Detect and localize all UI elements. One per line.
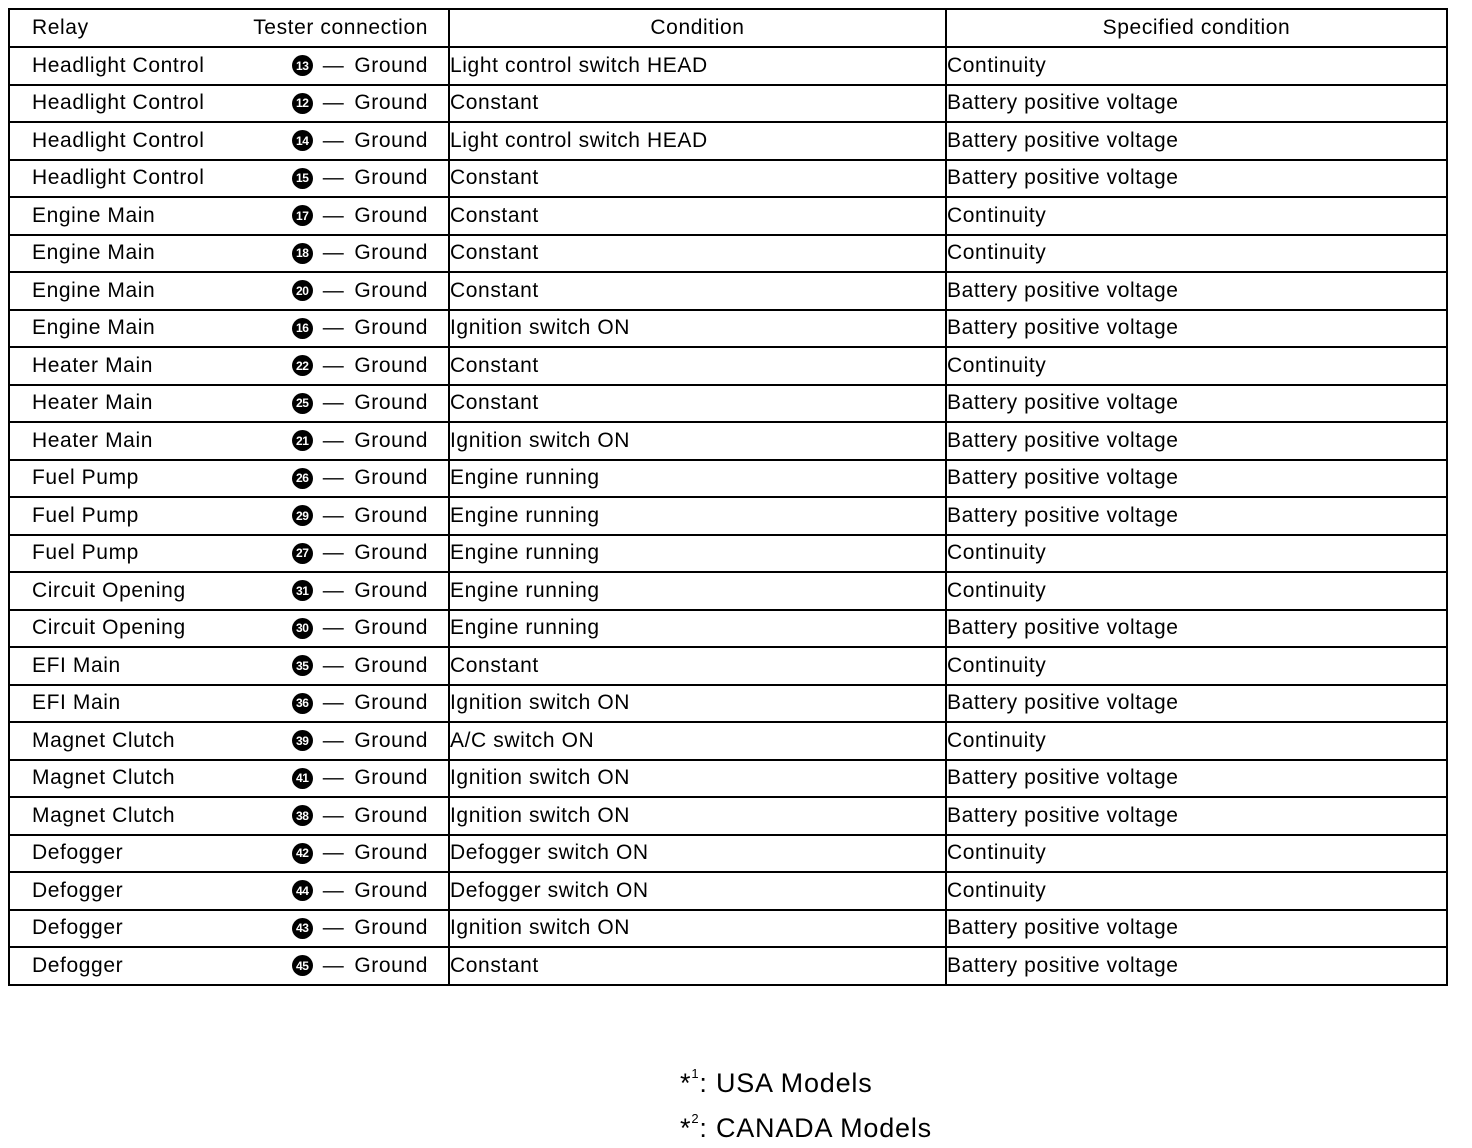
dash-separator: — (322, 616, 345, 640)
footnote-text: : CANADA Models (699, 1113, 932, 1143)
terminal-number-badge: 31 (292, 580, 313, 601)
terminal-number-badge: 22 (292, 355, 313, 376)
terminal-number-badge: 43 (292, 918, 313, 939)
table-row (9, 572, 1447, 610)
terminal-number-badge: 38 (292, 805, 313, 826)
relay-tester-cell (9, 610, 449, 648)
tester-connection (292, 316, 428, 340)
condition-cell: Constant (449, 160, 946, 198)
table-row (9, 310, 1447, 348)
dash-separator: — (322, 278, 345, 302)
table-row (9, 385, 1447, 423)
terminal-number-badge: 35 (292, 655, 313, 676)
tester-connection (292, 766, 428, 790)
dash-separator: — (322, 353, 345, 377)
condition-cell: Constant (449, 647, 946, 685)
relay-tester-cell (9, 235, 449, 273)
relay-tester-cell (9, 347, 449, 385)
tester-connection (292, 579, 428, 603)
relay-tester-cell (9, 910, 449, 948)
dash-separator: — (322, 916, 345, 940)
ground-label: Ground (354, 53, 428, 77)
relay-name: EFI Main (32, 653, 121, 677)
dash-separator: — (322, 428, 345, 452)
relay-name: Fuel Pump (32, 503, 139, 527)
header-relay: Relay (32, 16, 89, 39)
tester-connection (292, 616, 428, 640)
relay-name: Circuit Opening (32, 578, 186, 602)
dash-separator: — (322, 578, 345, 602)
tester-connection (292, 541, 428, 565)
ground-label: Ground (354, 541, 428, 565)
condition-cell: Defogger switch ON (449, 872, 946, 910)
specified-condition-cell: Continuity (946, 647, 1447, 685)
table-row (9, 460, 1447, 498)
footnote-canada (680, 1103, 932, 1148)
ground-label: Ground (354, 353, 428, 377)
relay-tester-cell (9, 835, 449, 873)
terminal-number-badge: 14 (292, 130, 313, 151)
specified-condition-cell: Continuity (946, 722, 1447, 760)
relay-name: EFI Main (32, 691, 121, 715)
ground-label: Ground (354, 878, 428, 902)
dash-separator: — (322, 841, 345, 865)
terminal-number-badge: 25 (292, 393, 313, 414)
terminal-number-badge: 13 (292, 55, 313, 76)
condition-cell: Light control switch HEAD (449, 47, 946, 85)
footnote-mark: * (680, 1113, 692, 1143)
relay-name: Defogger (32, 953, 124, 977)
tester-connection (292, 954, 428, 978)
specified-condition-cell: Battery positive voltage (946, 160, 1447, 198)
relay-inspection-table (8, 8, 1448, 986)
dash-separator: — (322, 166, 345, 190)
terminal-number-badge: 21 (292, 430, 313, 451)
table-row (9, 535, 1447, 573)
tester-connection (292, 129, 428, 153)
specified-condition-cell: Battery positive voltage (946, 385, 1447, 423)
terminal-number-badge: 42 (292, 843, 313, 864)
dash-separator: — (322, 128, 345, 152)
ground-label: Ground (354, 616, 428, 640)
ground-label: Ground (354, 916, 428, 940)
terminal-number-badge: 18 (292, 243, 313, 264)
footnote-text: : USA Models (699, 1068, 873, 1098)
relay-tester-cell (9, 460, 449, 498)
table-body (9, 47, 1447, 985)
ground-label: Ground (354, 316, 428, 340)
relay-tester-cell (9, 385, 449, 423)
relay-name: Fuel Pump (32, 541, 139, 565)
ground-label: Ground (354, 391, 428, 415)
relay-tester-cell (9, 422, 449, 460)
condition-cell: A/C switch ON (449, 722, 946, 760)
footnote-number: 1 (691, 1066, 700, 1081)
dash-separator: — (322, 541, 345, 565)
terminal-number-badge: 12 (292, 93, 313, 114)
terminal-number-badge: 20 (292, 280, 313, 301)
specified-condition-cell: Battery positive voltage (946, 797, 1447, 835)
specified-condition-cell: Continuity (946, 47, 1447, 85)
table-row (9, 872, 1447, 910)
relay-tester-cell (9, 122, 449, 160)
table-row (9, 497, 1447, 535)
relay-name: Headlight Control (32, 166, 205, 190)
condition-cell: Engine running (449, 460, 946, 498)
relay-name: Headlight Control (32, 91, 205, 115)
terminal-number-badge: 29 (292, 505, 313, 526)
specified-condition-cell: Continuity (946, 197, 1447, 235)
specified-condition-cell: Continuity (946, 835, 1447, 873)
relay-name: Circuit Opening (32, 616, 186, 640)
condition-cell: Ignition switch ON (449, 760, 946, 798)
table-row (9, 835, 1447, 873)
condition-cell: Defogger switch ON (449, 835, 946, 873)
ground-label: Ground (354, 241, 428, 265)
tester-connection (292, 91, 428, 115)
terminal-number-badge: 30 (292, 618, 313, 639)
condition-cell: Light control switch HEAD (449, 122, 946, 160)
relay-tester-cell (9, 722, 449, 760)
tester-connection (292, 466, 428, 490)
ground-label: Ground (354, 428, 428, 452)
table-row (9, 347, 1447, 385)
tester-connection (292, 916, 428, 940)
specified-condition-cell: Continuity (946, 347, 1447, 385)
relay-name: Heater Main (32, 353, 153, 377)
condition-cell: Constant (449, 85, 946, 123)
table-row (9, 160, 1447, 198)
terminal-number-badge: 16 (292, 318, 313, 339)
ground-label: Ground (354, 766, 428, 790)
table-row (9, 685, 1447, 723)
table-row (9, 797, 1447, 835)
table-row (9, 610, 1447, 648)
relay-tester-cell (9, 572, 449, 610)
condition-cell: Engine running (449, 535, 946, 573)
relay-tester-cell (9, 497, 449, 535)
condition-cell: Ignition switch ON (449, 422, 946, 460)
relay-tester-cell (9, 85, 449, 123)
table-row (9, 910, 1447, 948)
specified-condition-cell: Continuity (946, 572, 1447, 610)
relay-name: Headlight Control (32, 128, 205, 152)
dash-separator: — (322, 53, 345, 77)
specified-condition-cell: Battery positive voltage (946, 122, 1447, 160)
header-specified-condition: Specified condition (946, 9, 1447, 47)
table-row (9, 760, 1447, 798)
dash-separator: — (322, 466, 345, 490)
relay-tester-cell (9, 760, 449, 798)
specified-condition-cell: Battery positive voltage (946, 460, 1447, 498)
specified-condition-cell: Battery positive voltage (946, 685, 1447, 723)
relay-name: Heater Main (32, 428, 153, 452)
dash-separator: — (322, 316, 345, 340)
relay-name: Magnet Clutch (32, 766, 176, 790)
ground-label: Ground (354, 578, 428, 602)
tester-connection (292, 879, 428, 903)
terminal-number-badge: 17 (292, 205, 313, 226)
tester-connection (292, 166, 428, 190)
tester-connection (292, 504, 428, 528)
relay-tester-cell (9, 310, 449, 348)
relay-name: Defogger (32, 841, 124, 865)
condition-cell: Ignition switch ON (449, 910, 946, 948)
terminal-number-badge: 36 (292, 693, 313, 714)
condition-cell: Constant (449, 272, 946, 310)
condition-cell: Constant (449, 947, 946, 985)
condition-cell: Engine running (449, 610, 946, 648)
ground-label: Ground (354, 691, 428, 715)
table-row (9, 47, 1447, 85)
dash-separator: — (322, 803, 345, 827)
relay-name: Engine Main (32, 316, 156, 340)
relay-tester-cell (9, 47, 449, 85)
terminal-number-badge: 39 (292, 730, 313, 751)
specified-condition-cell: Battery positive voltage (946, 610, 1447, 648)
specified-condition-cell: Continuity (946, 535, 1447, 573)
condition-cell: Ignition switch ON (449, 797, 946, 835)
tester-connection (292, 804, 428, 828)
specified-condition-cell: Battery positive voltage (946, 760, 1447, 798)
header-tester-connection: Tester connection (253, 16, 428, 39)
tester-connection (292, 691, 428, 715)
condition-cell: Constant (449, 347, 946, 385)
ground-label: Ground (354, 653, 428, 677)
specified-condition-cell: Battery positive voltage (946, 272, 1447, 310)
specified-condition-cell: Battery positive voltage (946, 947, 1447, 985)
condition-cell: Constant (449, 197, 946, 235)
specified-condition-cell: Battery positive voltage (946, 910, 1447, 948)
footnote-usa (680, 1058, 932, 1103)
tester-connection (292, 841, 428, 865)
tester-connection (292, 54, 428, 78)
terminal-number-badge: 26 (292, 468, 313, 489)
specified-condition-cell: Battery positive voltage (946, 422, 1447, 460)
condition-cell: Ignition switch ON (449, 685, 946, 723)
footnotes (680, 1058, 932, 1148)
ground-label: Ground (354, 466, 428, 490)
relay-tester-cell (9, 272, 449, 310)
table-row (9, 235, 1447, 273)
tester-connection (292, 279, 428, 303)
relay-tester-cell (9, 197, 449, 235)
relay-name: Magnet Clutch (32, 728, 176, 752)
ground-label: Ground (354, 278, 428, 302)
header-condition: Condition (449, 9, 946, 47)
ground-label: Ground (354, 803, 428, 827)
ground-label: Ground (354, 503, 428, 527)
table-row (9, 422, 1447, 460)
dash-separator: — (322, 391, 345, 415)
terminal-number-badge: 44 (292, 880, 313, 901)
footnote-number: 2 (691, 1111, 700, 1126)
relay-tester-cell (9, 160, 449, 198)
table-row (9, 85, 1447, 123)
condition-cell: Constant (449, 385, 946, 423)
terminal-number-badge: 41 (292, 768, 313, 789)
table-row (9, 722, 1447, 760)
dash-separator: — (322, 728, 345, 752)
dash-separator: — (322, 953, 345, 977)
specified-condition-cell: Continuity (946, 872, 1447, 910)
relay-tester-cell (9, 947, 449, 985)
relay-name: Magnet Clutch (32, 803, 176, 827)
dash-separator: — (322, 653, 345, 677)
relay-name: Defogger (32, 878, 124, 902)
ground-label: Ground (354, 128, 428, 152)
footnote-mark: * (680, 1068, 692, 1098)
dash-separator: — (322, 766, 345, 790)
ground-label: Ground (354, 953, 428, 977)
specified-condition-cell: Continuity (946, 235, 1447, 273)
tester-connection (292, 204, 428, 228)
header-relay-tester (9, 9, 449, 47)
tester-connection (292, 654, 428, 678)
relay-inspection-sheet (8, 8, 1446, 986)
dash-separator: — (322, 691, 345, 715)
ground-label: Ground (354, 91, 428, 115)
relay-tester-cell (9, 872, 449, 910)
relay-tester-cell (9, 797, 449, 835)
condition-cell: Constant (449, 235, 946, 273)
relay-tester-cell (9, 647, 449, 685)
relay-tester-cell (9, 535, 449, 573)
relay-name: Defogger (32, 916, 124, 940)
table-row (9, 197, 1447, 235)
terminal-number-badge: 15 (292, 168, 313, 189)
relay-name: Headlight Control (32, 53, 205, 77)
terminal-number-badge: 27 (292, 543, 313, 564)
dash-separator: — (322, 91, 345, 115)
relay-name: Engine Main (32, 241, 156, 265)
tester-connection (292, 729, 428, 753)
relay-name: Engine Main (32, 278, 156, 302)
dash-separator: — (322, 878, 345, 902)
ground-label: Ground (354, 841, 428, 865)
condition-cell: Engine running (449, 572, 946, 610)
relay-name: Fuel Pump (32, 466, 139, 490)
relay-name: Heater Main (32, 391, 153, 415)
dash-separator: — (322, 203, 345, 227)
condition-cell: Engine running (449, 497, 946, 535)
ground-label: Ground (354, 728, 428, 752)
ground-label: Ground (354, 166, 428, 190)
specified-condition-cell: Battery positive voltage (946, 85, 1447, 123)
relay-tester-cell (9, 685, 449, 723)
table-header-row (9, 9, 1447, 47)
ground-label: Ground (354, 203, 428, 227)
specified-condition-cell: Battery positive voltage (946, 310, 1447, 348)
table-row (9, 947, 1447, 985)
table-row (9, 647, 1447, 685)
table-row (9, 272, 1447, 310)
tester-connection (292, 391, 428, 415)
relay-name: Engine Main (32, 203, 156, 227)
specified-condition-cell: Battery positive voltage (946, 497, 1447, 535)
dash-separator: — (322, 503, 345, 527)
tester-connection (292, 354, 428, 378)
tester-connection (292, 429, 428, 453)
tester-connection (292, 241, 428, 265)
condition-cell: Ignition switch ON (449, 310, 946, 348)
dash-separator: — (322, 241, 345, 265)
terminal-number-badge: 45 (292, 955, 313, 976)
table-row (9, 122, 1447, 160)
